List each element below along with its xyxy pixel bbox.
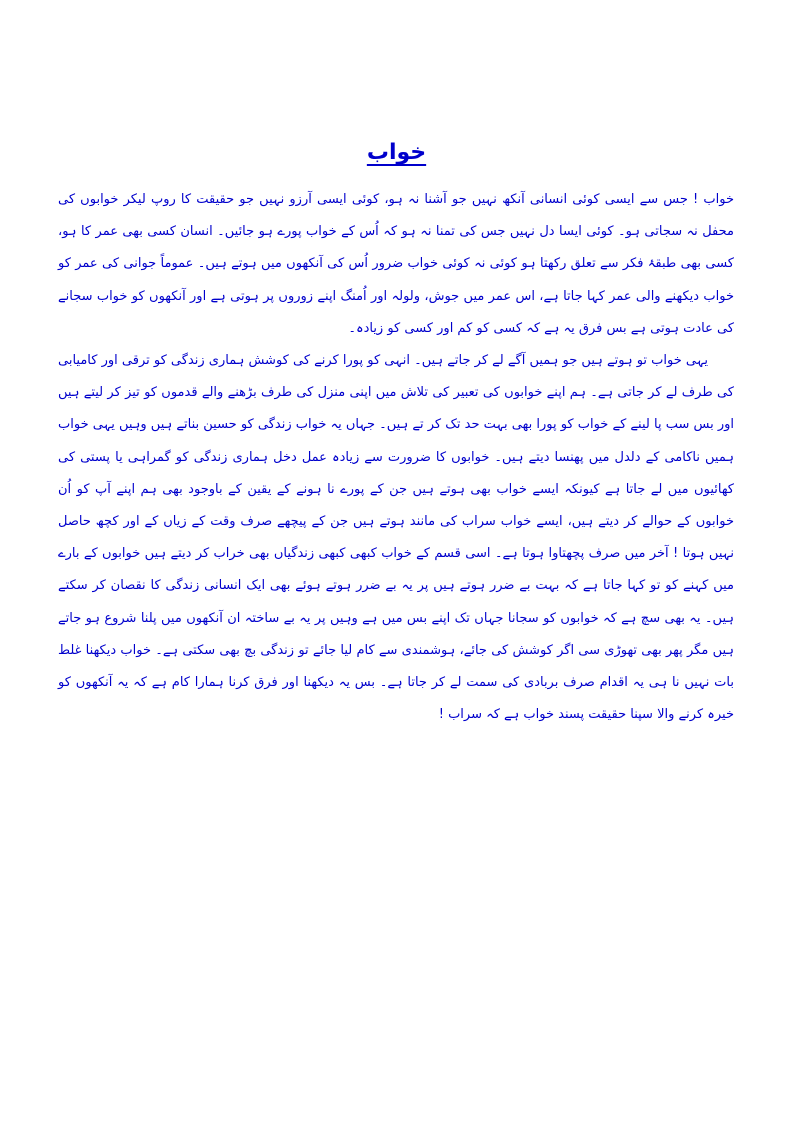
paragraph: یہی خواب تو ہوتے ہیں جو ہمیں آگے لے کر جاتے ہیں۔ انہی کو پورا کرنے کی کوشش ہماری زندگی کو ترقی اور کامیابی کی طرف لے کر جاتی ہے۔ ہم اپنے خوابوں کی تعبیر کی تلاش میں اپنی منزل کی طرف بڑھنے والے قدموں کو تیز کر لیتے ہیں اور بس سب پا لینے کے خواب کو پورا بھی بہت حد تک کر تے ہیں۔ جہاں یہ خواب زندگی کو حسین بناتے ہیں وہیں یہی خواب ہمیں ناکامی کے دلدل میں پھنسا دیتے ہیں۔ خوابوں کا ضرورت سے زیادہ عمل دخل ہماری زندگی کو گمراہی یا پستی کی کھائیوں میں لے جاتا ہے کیونکہ ایسے خواب بھی ہوتے ہیں جن کے پورے نا ہونے کے یقین کے باوجود بھی ہم اپنے آپ کو اُن خوابوں کے حوالے کر دیتے ہیں، ایسے خواب سراب کی مانند ہوتے ہیں جن کے پیچھے صرف وقت کے زیاں کے اور کچھ حاصل نہیں ہوتا ! آخر میں صرف پچھتاوا ہوتا ہے۔ اسی قسم کے خواب کبھی کبھی زندگیاں بھی خراب کر دیتے ہیں خوابوں کے بارے میں کہنے کو تو کہا جاتا ہے کہ بہت بے ضرر ہوتے ہیں پر یہ بے ضرر ہوتے ہوئے بھی ایک انسانی زندگی کا نقصان کر سکتے ہیں۔ یہ بھی سچ ہے کہ خوابوں کو سجانا جہاں تک اپنے بس میں ہے وہیں پر یہ بے ساختہ ان آنکھوں میں پلنا شروع ہو جاتے ہیں مگر پھر بھی تھوڑی سی اگر کوشش کی جائے، ہوشمندی سے کام لیا جائے تو زندگی بچ بھی سکتی ہے۔ خواب دیکھنا غلط بات نہیں نا ہی یہ اقدام صرف بربادی کی سمت لے کر جاتا ہے۔ بس یہ دیکھنا اور فرق کرنا ہمارا کام ہے کہ یہ آنکھوں کو خیرہ کرنے والا سپنا حقیقت پسند خواب ہے کہ سراب ! xyxy=(58,353,734,723)
paragraph: خواب ! جس سے ایسی کوئی انسانی آنکھ نہیں جو آشنا نہ ہو، کوئی ایسی آرزو نہیں جو حقیقت کا روپ لیکر خوابوں کی محفل نہ سجاتی ہو۔ کوئی ایسا دل نہیں جس کی تمنا نہ ہو کہ اُس کے خواب پورے ہو جائیں۔ انسان کسی بھی عمر کا ہو، کسی بھی طبقۂ فکر سے تعلق رکھتا ہو کوئی نہ کوئی خواب ضرور اُس کی آنکھوں میں ہوتے ہیں۔ عموماً جوانی کی عمر کو خواب دیکھنے والی عمر کہا جاتا ہے، اس عمر میں جوش، ولولہ اور اُمنگ اپنے زوروں پر ہوتی ہے اور آنکھوں کو خواب سجانے کی عادت ہوتی ہے بس فرق یہ ہے کہ کسی کو کم اور کسی کو زیادہ۔ xyxy=(58,192,734,336)
article-body xyxy=(58,184,734,731)
page-title: خواب xyxy=(366,140,427,165)
